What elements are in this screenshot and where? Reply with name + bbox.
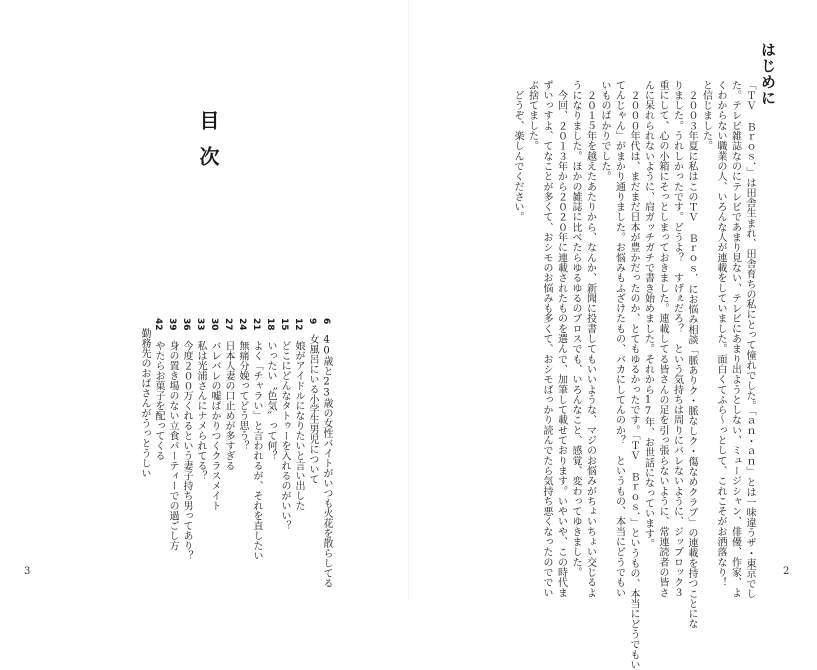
toc-page-number: 12 xyxy=(293,318,303,331)
toc-page-number: 9 xyxy=(307,318,317,325)
toc-entry xyxy=(249,318,263,561)
intro-line: ずいっすよ、てなことが多くて、おシモのお悩みも多くて、おシモばっかり読んでたら気持ち悪くなったのででい xyxy=(541,80,552,598)
intro-line: と信じました。 xyxy=(700,80,712,152)
toc-entry xyxy=(291,318,305,548)
page-gutter xyxy=(408,0,409,600)
toc-entry-title: いったい〝色気〟って何？ xyxy=(265,340,276,461)
toc-page-number: 30 xyxy=(209,318,219,331)
intro-line: りました。うれしかったです。どうよ？ すげぇだろ？ という気持ちは周りにバレないように、ジップロック３ xyxy=(671,80,683,598)
toc-entry xyxy=(137,318,151,548)
intro-line: ぶ捨てました。 xyxy=(526,80,538,152)
intro-line: 今回、２０１３年から２０２０年に連載されたものを選んで、加筆して載せております。いやいや、この時代ま xyxy=(555,80,567,598)
toc-entry-title: 勤務先のおばさんがうっとうしい xyxy=(139,328,150,478)
intro-line: くわからない職業の人、いろんな人が連載をしていました。面白くてふら〜っとして、これこそがお洒落なり！ xyxy=(715,80,726,588)
toc-entry xyxy=(207,318,221,548)
intro-line: いものばかりでした。 xyxy=(599,80,610,182)
toc-list xyxy=(137,318,333,589)
toc-page-number: 39 xyxy=(167,318,177,331)
toc-entry-title: 私は光浦さんにナメられてる？ xyxy=(195,340,206,481)
toc-entry-title: よく「チャラい」と言われるが、それを直したい xyxy=(251,340,262,561)
toc-entry xyxy=(179,318,193,561)
toc-entry xyxy=(193,318,207,548)
toc-entry xyxy=(235,318,249,548)
toc-entry-title: やたらお菓子を配ってくる xyxy=(153,340,164,461)
toc-entry xyxy=(305,318,319,548)
toc-entry xyxy=(221,318,235,548)
toc-page-number: 36 xyxy=(181,318,191,331)
toc-entry-title: 40歳と23歳の女性バイトがいつも火花を散らしてる xyxy=(321,334,332,589)
intro-line: た。テレビ雑誌なのにテレビであまり見ない、テレビにあまり出ようとしない、ミュージシャン、俳優、作家、よ xyxy=(729,80,741,598)
intro-line: 「ＴＶ Ｂｒｏｓ．」は田舎生まれ、田舎育ちの私にとって憧れでした。「ａｎ・ａｎ」とは一味違うザ・東京でし xyxy=(744,80,755,599)
toc-entry-title: 無痛分娩ってどう思う？ xyxy=(237,340,248,451)
intro-line: ２０１５年を越えたあたりから、なんか、新聞に投書してもいいような、マジのお悩みがちょいちょい交じるよ xyxy=(584,80,596,598)
toc-page-number: 24 xyxy=(237,318,247,331)
toc-entry-title: 娘がアイドルになりたいと言い出した xyxy=(293,340,304,511)
toc-entry xyxy=(263,318,277,548)
toc-page-number: 18 xyxy=(265,318,275,331)
page-number-left: 3 xyxy=(24,566,31,577)
toc-entry-title: 身の置き場のない立食パーティーでの過ごし方 xyxy=(167,340,178,551)
toc-entry xyxy=(319,318,333,589)
toc-page-number: 27 xyxy=(223,318,233,331)
toc-entry xyxy=(277,318,291,548)
toc-entry xyxy=(165,318,179,551)
intro-body xyxy=(510,80,757,670)
toc-page-number: 15 xyxy=(279,318,289,331)
intro-title: はじめに xyxy=(759,42,777,106)
toc-entry-title: バレバレの嘘ばかりつくクラスメイト xyxy=(209,340,220,511)
toc-page-number: 33 xyxy=(195,318,205,331)
intro-line: んに呆れられないように、肩ガッチガチで書き始めました。それから17年、お世話になっています。 xyxy=(642,80,654,549)
toc-entry-title: 女風呂にいる小学生男児について xyxy=(307,334,318,485)
intro-line: ２０００年代は、まだまだ日本が豊かだったのか、とてもゆるかったです。「ＴＶ Ｂｒｏｓ．」というもの、本当にどうでもい xyxy=(628,80,639,670)
toc-entry-title: 今度２００万くれるという妻子持ち男ってあり？ xyxy=(181,340,192,561)
intro-line: どうぞ、楽しんでください。 xyxy=(512,80,523,223)
toc-entry-title: どこにどんなタトゥーを入れるのがいい？ xyxy=(279,340,290,531)
toc-entry-title: 日本人妻の口止めが多すぎる xyxy=(223,340,234,471)
toc-page-number: 21 xyxy=(251,318,261,331)
toc-title: 目次 xyxy=(196,110,220,182)
intro-line: てんじゃん」がまかり通りました。お悩みもふざけたもの、バカにしてんのか？ というもの、本当にどうでもい xyxy=(613,80,625,598)
intro-line: ２００３年夏に私はこのＴＶ Ｂｒｏｓ．にお悩み相談「脈ありク・脈なしク・傷なめクラブ」の連載を持つことにな xyxy=(686,80,697,630)
intro-line: うになりました。ほかの雑誌に比べたらゆるゆるのブロスでも、いろんなこと、感覚、変わってゆきました。 xyxy=(570,80,581,578)
toc-page-number: 42 xyxy=(153,318,163,331)
toc-page-number: 6 xyxy=(321,318,331,325)
toc-entry xyxy=(151,318,165,548)
page-number-right: 2 xyxy=(783,566,790,577)
intro-line: 重にして、心の小箱にそっとしまっておきました。連載してる皆さんの足を引っ張らないように、常連読者の皆さ xyxy=(657,80,668,598)
